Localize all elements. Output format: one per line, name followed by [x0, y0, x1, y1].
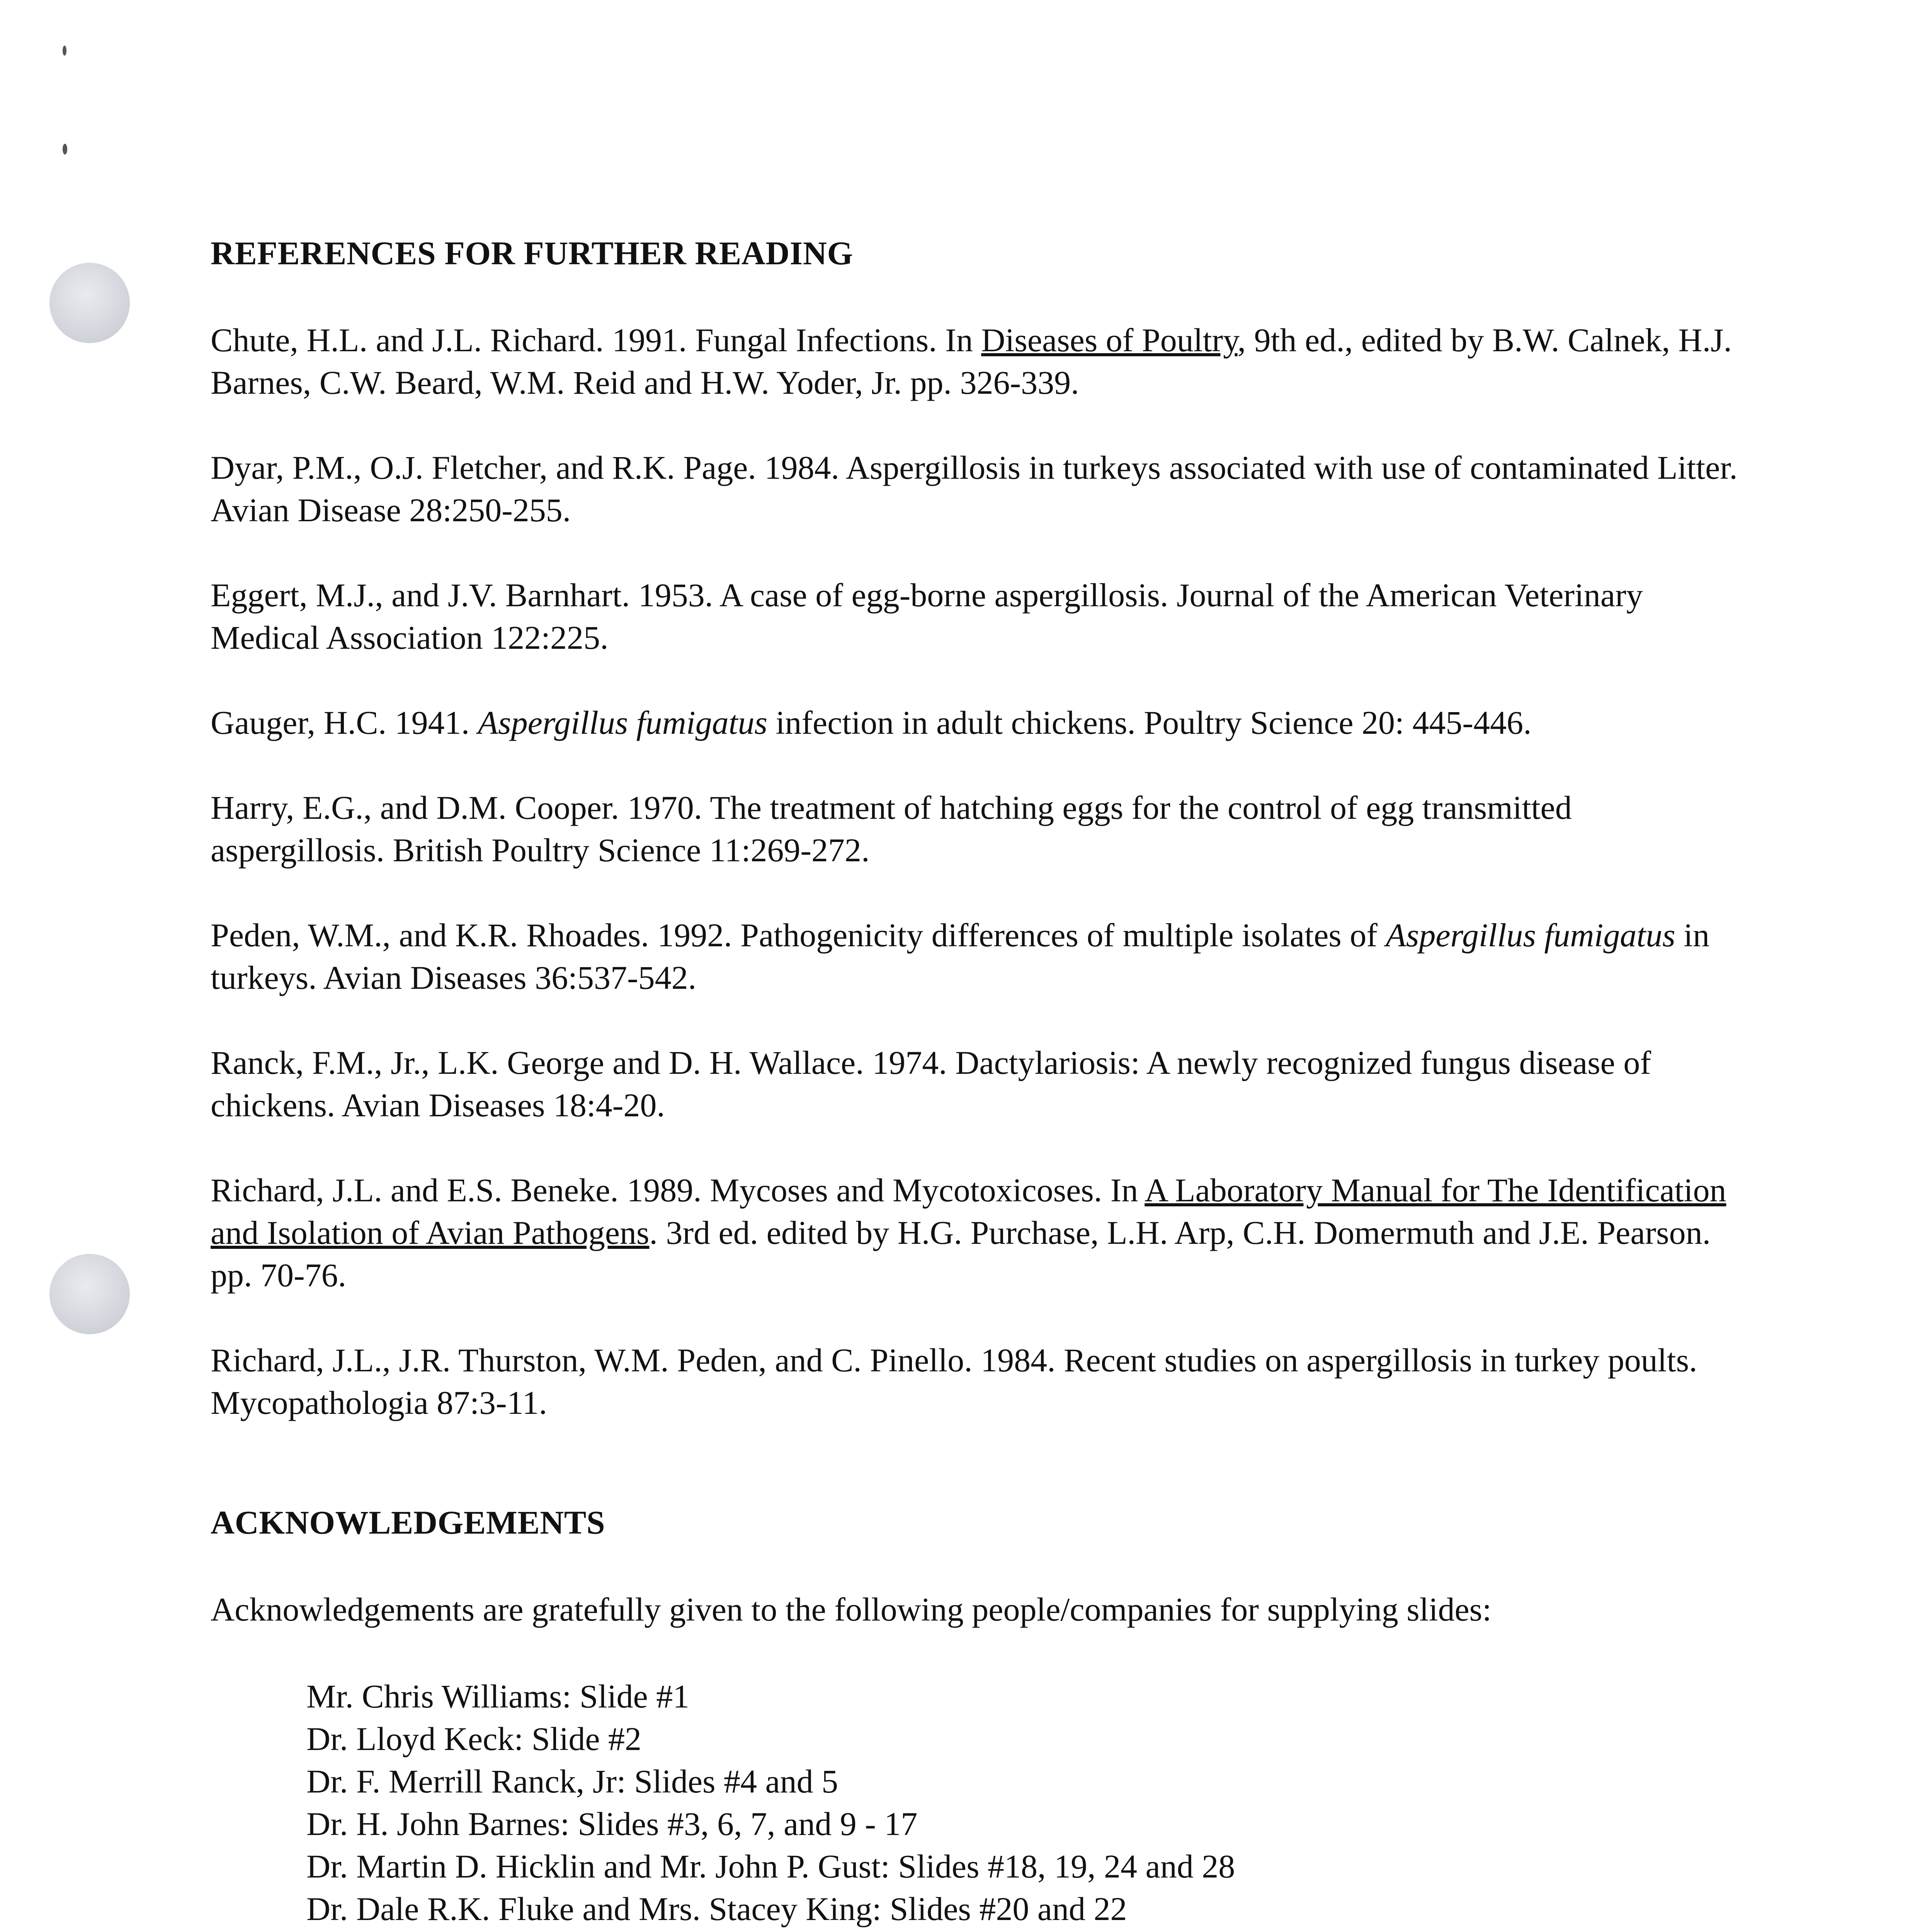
reference-text: Aspergillus fumigatus: [478, 704, 767, 741]
reference-entry: [211, 574, 1741, 659]
acknowledgements-section: [211, 1501, 1741, 1932]
scan-speck: [63, 144, 67, 155]
acknowledgement-item: Dr. Lloyd Keck: Slide #2: [306, 1720, 642, 1757]
reference-text: Eggert, M.J., and J.V. Barnhart. 1953. A case of egg-borne aspergillosis. Journal of the American Veterinary Medical Association 122:225.: [211, 577, 1643, 656]
reference-entry: [211, 786, 1741, 871]
reference-text: infection in adult chickens. Poultry Science 20: 445-446.: [767, 704, 1532, 741]
reference-text: Richard, J.L. and E.S. Beneke. 1989. Mycoses and Mycotoxicoses. In: [211, 1172, 1145, 1209]
binder-hole-middle: [49, 1254, 130, 1334]
reference-text: A Laboratory Manual for The Identification and Isolation of Avian Pathogens: [211, 1172, 1726, 1251]
reference-text: Diseases of Poultry: [981, 321, 1238, 359]
reference-entry: [211, 914, 1741, 999]
reference-text: , 9th ed., edited by B.W. Calnek, H.J. Barnes, C.W. Beard, W.M. Reid and H.W. Yoder, Jr. pp. 326-339.: [211, 321, 1732, 401]
acknowledgement-item: Dr. Martin D. Hicklin and Mr. John P. Gust: Slides #18, 19, 24 and 28: [306, 1848, 1235, 1885]
reference-text: Dyar, P.M., O.J. Fletcher, and R.K. Page. 1984. Aspergillosis in turkeys associated with use of contaminated Litter. Avian Disease 28:250-255.: [211, 449, 1738, 529]
scan-speck: [63, 46, 66, 56]
reference-text: in turkeys. Avian Diseases 36:537-542.: [211, 917, 1710, 996]
reference-entry: [211, 701, 1741, 744]
reference-entry: [211, 319, 1741, 404]
acknowledgement-item: [306, 1930, 1741, 1932]
reference-text: Richard, J.L., J.R. Thurston, W.M. Peden, and C. Pinello. 1984. Recent studies on aspergillosis in turkey poults. Mycopathologia 87:3-11.: [211, 1342, 1697, 1421]
binder-hole-top: [49, 263, 130, 343]
reference-text: Peden, W.M., and K.R. Rhoades. 1992. Pathogenicity differences of multiple isolates of: [211, 917, 1386, 954]
reference-text: Gauger, H.C. 1941.: [211, 704, 478, 741]
acknowledgements-list: [211, 1675, 1741, 1932]
reference-entry: [211, 1169, 1741, 1296]
references-section: [211, 232, 1741, 1424]
reference-text: Chute, H.L. and J.L. Richard. 1991. Fungal Infections. In: [211, 321, 981, 359]
acknowledgement-item: Dr. F. Merrill Ranck, Jr: Slides #4 and 5: [306, 1763, 838, 1800]
reference-entry: [211, 446, 1741, 531]
reference-entry: [211, 1339, 1741, 1424]
reference-text: Aspergillus fumigatus: [1386, 917, 1675, 954]
acknowledgements-intro: Acknowledgements are gratefully given to the following people/companies for supplying slides:: [211, 1591, 1492, 1628]
acknowledgement-item: Mr. Chris Williams: Slide #1: [306, 1678, 690, 1715]
reference-text: Harry, E.G., and D.M. Cooper. 1970. The treatment of hatching eggs for the control of egg transmitted aspergillosis. British Poultry Science 11:269-272.: [211, 789, 1572, 869]
document-content: [211, 232, 1741, 1932]
acknowledgement-item: Dr. H. John Barnes: Slides #3, 6, 7, and 9 - 17: [306, 1805, 918, 1842]
reference-text: . 3rd ed. edited by H.G. Purchase, L.H. Arp, C.H. Domermuth and J.E. Pearson. pp. 70-76.: [211, 1214, 1711, 1294]
reference-entry: [211, 1041, 1741, 1126]
references-heading: REFERENCES FOR FURTHER READING: [211, 235, 853, 272]
reference-list: [211, 319, 1741, 1424]
acknowledgement-item: Dr. Dale R.K. Fluke and Mrs. Stacey King: Slides #20 and 22: [306, 1890, 1127, 1927]
reference-text: Ranck, F.M., Jr., L.K. George and D. H. Wallace. 1974. Dactylariosis: A newly recognized fungus disease of chickens. Avian Diseases 18:4-20.: [211, 1044, 1651, 1124]
acknowledgements-heading: ACKNOWLEDGEMENTS: [211, 1504, 605, 1541]
